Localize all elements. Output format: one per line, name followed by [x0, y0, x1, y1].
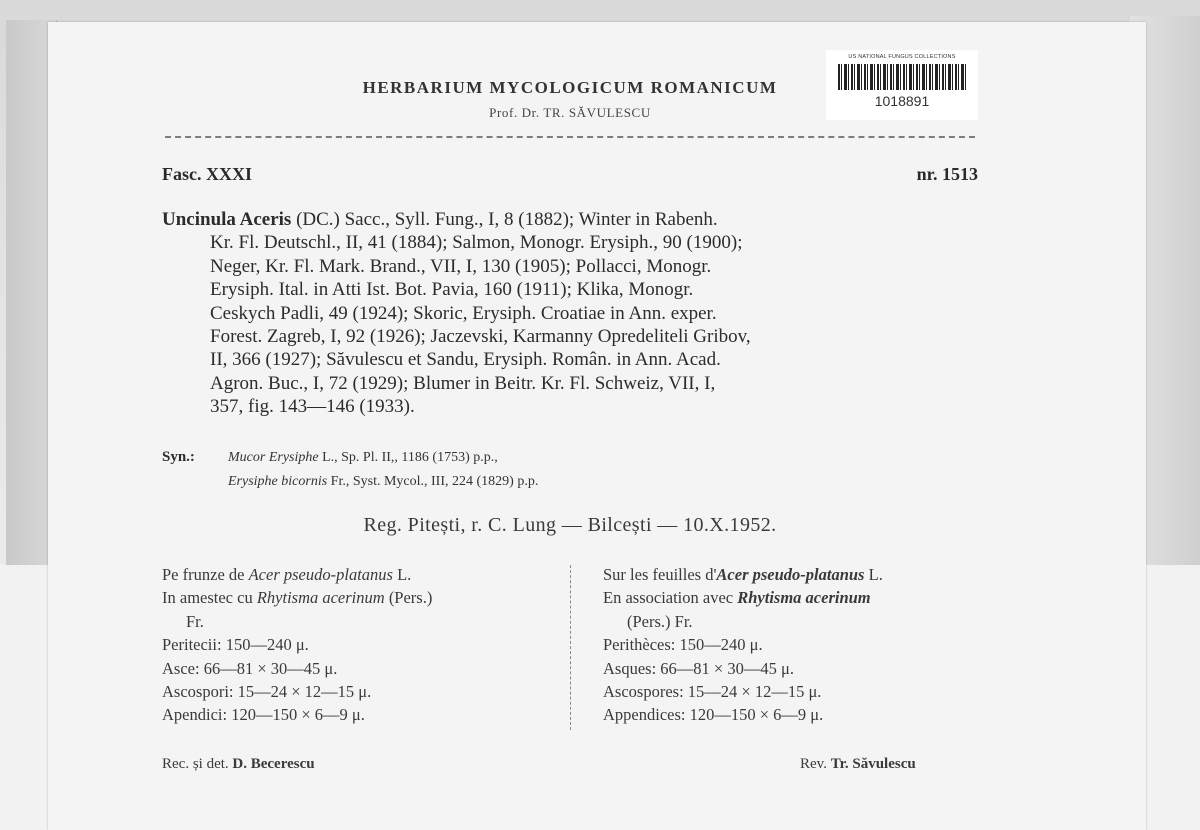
measurement-line: Asques: 66—81 × 30—45 μ.: [603, 658, 794, 678]
synonym-name: Mucor Erysiphe: [228, 450, 319, 465]
measurement-line: Perithèces: 150—240 μ.: [603, 635, 763, 655]
measurement-line: Apendici: 120—150 × 6—9 μ.: [162, 705, 365, 725]
collector-prefix: Rec. și det.: [162, 756, 233, 772]
synonym-name: Erysiphe bicornis: [228, 474, 328, 489]
host-prefix: Sur les feuilles d': [603, 565, 717, 584]
association-prefix: En association avec: [603, 588, 738, 608]
citation-line: Kr. Fl. Deutschl., II, 41 (1884); Salmon, Monogr. Erysiph., 90 (1900);: [210, 232, 743, 254]
fascicle-number: Fasc. XXXI: [162, 164, 252, 184]
association-line-cont: (Pers.) Fr.: [627, 611, 693, 631]
measurement-line: Peritecii: 150—240 μ.: [162, 635, 309, 655]
barcode-sticker: [826, 50, 978, 120]
citation-line: [162, 208, 982, 231]
associated-species: Rhytisma acerinum: [737, 588, 871, 608]
measurement-line: Ascospori: 15—24 × 12—15 μ.: [162, 682, 372, 702]
citation-line: II, 366 (1927); Săvulescu et Sandu, Erysiph. Român. in Ann. Acad.: [210, 349, 721, 371]
association-line-cont: Fr.: [186, 611, 204, 631]
association-prefix: In amestec cu: [162, 588, 257, 608]
citation-line: Erysiph. Ital. in Atti Ist. Bot. Pavia, 160 (1911); Klika, Monogr.: [210, 279, 694, 301]
association-line: [603, 586, 993, 609]
association-line: [162, 586, 562, 609]
column-divider: [570, 565, 571, 730]
host-author: L.: [864, 565, 883, 584]
herbarium-director: Prof. Dr. TR. SĂVULESCU: [489, 105, 651, 120]
herbarium-title: HERBARIUM MYCOLOGICUM ROMANICUM: [362, 78, 778, 97]
host-name: Acer pseudo-platanus: [248, 565, 393, 584]
citation-line-text: (DC.) Sacc., Syll. Fung., I, 8 (1882); Winter in Rabenh.: [291, 209, 718, 230]
taxon-citation: [162, 208, 982, 419]
collector-name: D. Becerescu: [232, 756, 315, 772]
host-prefix: Pe frunze de: [162, 565, 249, 584]
associated-species: Rhytisma acerinum: [256, 588, 385, 608]
barcode-icon: [838, 64, 966, 90]
host-line: [162, 563, 562, 586]
french-description: [603, 563, 993, 727]
synonym-entry: [228, 450, 498, 466]
barcode-number: 1018891: [874, 93, 930, 109]
host-author: L.: [392, 565, 412, 584]
associated-author: (Pers.): [384, 588, 433, 608]
synonyms-label: Syn.:: [162, 449, 195, 465]
header-divider: [165, 136, 975, 138]
barcode-caption: US NATIONAL FUNGUS COLLECTIONS: [848, 54, 956, 60]
synonym-entry: [228, 474, 538, 490]
citation-line: Ceskych Padli, 49 (1924); Skoric, Erysiph. Croatiae in Ann. exper.: [210, 302, 717, 324]
citation-line: Neger, Kr. Fl. Mark. Brand., VII, I, 130 (1905); Pollacci, Monogr.: [210, 255, 712, 277]
reviser-credit: [800, 756, 916, 773]
romanian-description: [162, 563, 562, 727]
synonym-reference: L., Sp. Pl. II,, 1186 (1753) p.p.,: [318, 450, 498, 465]
collector-credit: [162, 756, 315, 773]
reviser-prefix: Rev.: [800, 756, 831, 772]
measurement-line: Asce: 66—81 × 30—45 μ.: [162, 658, 338, 678]
specimen-number: nr. 1513: [916, 164, 978, 184]
host-line: [603, 563, 993, 586]
taxon-name: Uncinula Aceris: [162, 209, 292, 230]
host-name: Acer pseudo-platanus: [716, 565, 865, 584]
citation-line: Agron. Buc., I, 72 (1929); Blumer in Beitr. Kr. Fl. Schweiz, VII, I,: [210, 372, 716, 394]
reviser-name: Tr. Săvulescu: [830, 756, 916, 772]
measurement-line: Appendices: 120—150 × 6—9 μ.: [603, 705, 824, 725]
collection-locality: Reg. Pitești, r. C. Lung — Bilcești — 10.X.1952.: [363, 514, 777, 536]
synonym-reference: Fr., Syst. Mycol., III, 224 (1829) p.p.: [327, 474, 539, 489]
measurement-line: Ascospores: 15—24 × 12—15 μ.: [603, 682, 822, 702]
citation-line: 357, fig. 143—146 (1933).: [210, 396, 415, 418]
citation-line: Forest. Zagreb, I, 92 (1926); Jaczevski, Karmanny Opredeliteli Gribov,: [210, 326, 751, 348]
